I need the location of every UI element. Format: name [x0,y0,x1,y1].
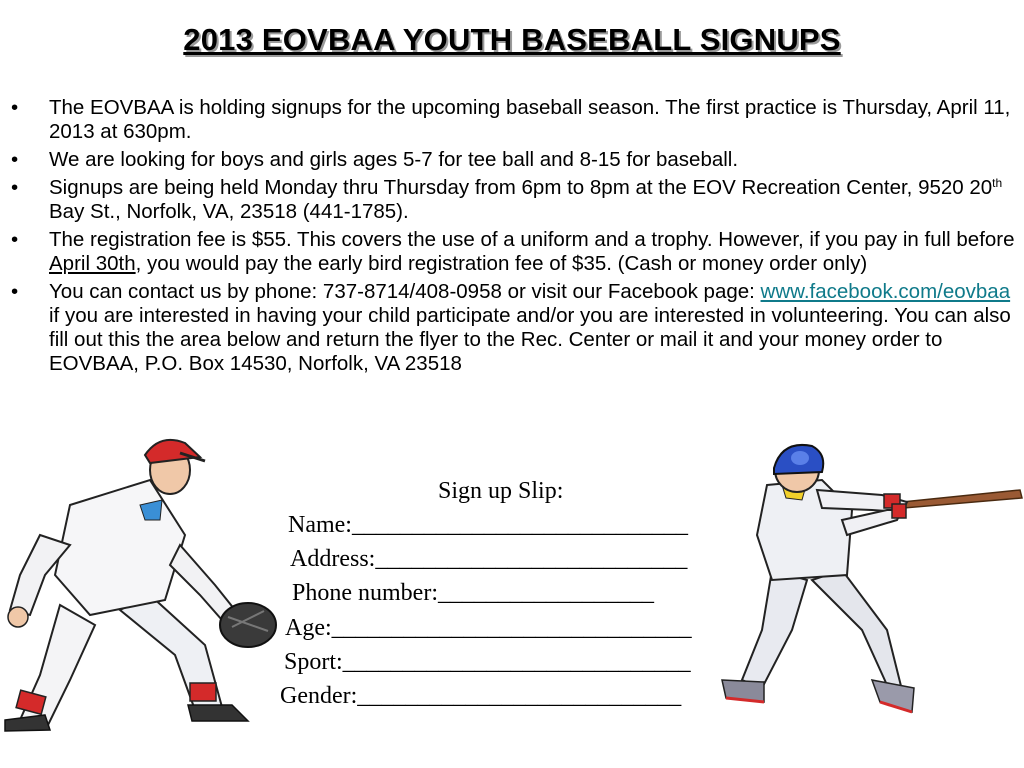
bullet-icon: • [11,228,19,251]
facebook-link[interactable]: www.facebook.com/eovbaa [760,280,1011,303]
slip-title: Sign up Slip: [438,478,564,504]
list-item [0,280,1024,376]
info-list [0,96,1024,380]
bullet-text: Bay St., Norfolk, VA, 23518 (441-1785). [49,200,409,223]
bullet-icon: • [11,280,19,303]
bullet-icon: • [11,176,19,199]
bullet-text: You can contact us by phone: 737-8714/408-0958 or visit our Facebook page: [49,280,761,303]
sport-field[interactable]: Sport:_____________________________ [284,649,691,675]
baseball-batter-clipart [712,440,1024,730]
list-item [0,176,1024,224]
gender-field[interactable]: Gender:___________________________ [280,683,682,709]
bullet-text: We are looking for boys and girls ages 5-7 for tee ball and 8-15 for baseball. [49,148,739,171]
name-field[interactable]: Name:____________________________ [288,512,688,538]
list-item [0,96,1024,144]
bullet-icon: • [11,148,19,171]
phone-number-field[interactable]: Phone number:__________________ [292,580,654,606]
bullet-icon: • [11,96,19,119]
baseball-fielder-clipart [0,425,290,745]
list-item [0,148,1024,172]
bullet-text: The EOVBAA is holding signups for the upcoming baseball season. The first practice is Thursday, April 11, 2013 at 630pm. [49,96,1011,143]
ordinal-suffix: th [992,176,1003,190]
bullet-text: The registration fee is $55. This covers the use of a uniform and a trophy. However, if you pay in full before [49,228,1015,251]
bullet-text: Signups are being held Monday thru Thursday from 6pm to 8pm at the EOV Recreation Center, 9520 20 [49,176,993,199]
address-field[interactable]: Address:__________________________ [290,546,688,572]
early-bird-date: April 30th [49,252,136,275]
list-item [0,228,1024,276]
page-title: 2013 EOVBAA YOUTH BASEBALL SIGNUPS [183,22,841,57]
bullet-text: , you would pay the early bird registration fee of $35. (Cash or money order only) [135,252,868,275]
bullet-text: if you are interested in having your child participate and/or you are interested in volunteering. You can also fill out this the area below and return the flyer to the Rec. Center or mail it and your money order to EOVBAA, P.O. Box 14530, Norfolk, VA 23518 [49,304,1011,375]
age-field[interactable]: Age:______________________________ [285,615,692,641]
